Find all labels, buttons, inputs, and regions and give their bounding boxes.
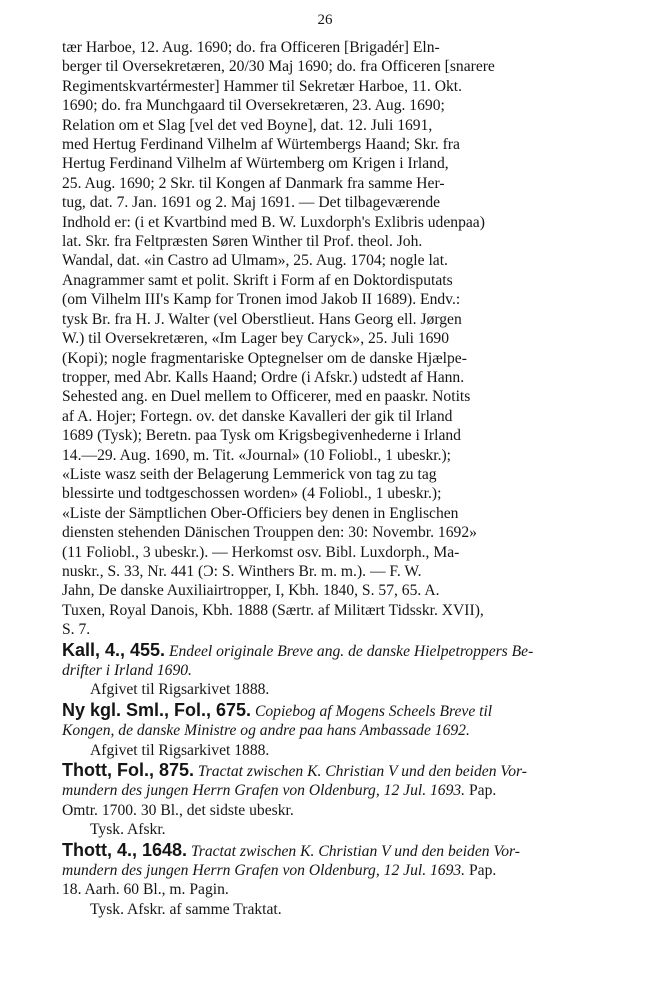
entry-title-continued: drifter i Irland 1690.	[62, 662, 192, 679]
shelfmark: Thott, 4., 1648.	[62, 840, 188, 860]
catalog-entry	[62, 841, 590, 920]
text-line: Jahn, De danske Auxiliairtropper, I, Kbh. 1840, S. 57, 65. A.	[62, 582, 440, 600]
entry-note: Tysk. Afskr.	[90, 821, 166, 839]
text-line: nuskr., S. 33, Nr. 441 (Ͻ: S. Winthers Br. m. m.). — F. W.	[62, 562, 422, 580]
text-line: af A. Hojer; Fortegn. ov. det danske Kavalleri der gik til Irland	[62, 407, 453, 425]
entry-description: Omtr. 1700. 30 Bl., det sidste ubeskr.	[62, 801, 294, 819]
entry-material: Pap.	[468, 782, 497, 800]
entry-heading-line	[62, 641, 590, 661]
page-number: 26	[317, 12, 333, 28]
text-line: Regimentskvartérmester] Hammer til Sekretær Harboe, 11. Okt.	[62, 77, 462, 95]
text-line: (11 Foliobl., 3 ubeskr.). — Herkomst osv. Bibl. Luxdorph., Ma-	[62, 543, 460, 561]
entry-note: Tysk. Afskr. af samme Traktat.	[90, 900, 282, 918]
text-line: berger til Oversekretæren, 20/30 Maj 1690; do. fra Officeren [snarere	[62, 58, 495, 76]
text-line: tysk Br. fra H. J. Walter (vel Oberstlieut. Hans Georg ell. Jørgen	[62, 310, 462, 328]
text-line: 25. Aug. 1690; 2 Skr. til Kongen af Danmark fra samme Her-	[62, 174, 445, 192]
entry-description: 18. Aarh. 60 Bl., m. Pagin.	[62, 881, 229, 899]
entry-note: Afgivet til Rigsarkivet 1888.	[90, 741, 270, 759]
text-line: (Kopi); nogle fragmentariske Optegnelser om de danske Hjælpe-	[62, 349, 467, 367]
text-line: Indhold er: (i et Kvartbind med B. W. Luxdorph's Exlibris udenpaa)	[62, 213, 485, 231]
text-line: «Liste der Sämptlichen Ober-Officiers bey denen in Englischen	[62, 504, 459, 522]
entry-title-continued-line	[62, 781, 590, 800]
text-line: «Liste wasz seith der Belagerung Lemmerick von tag zu tag	[62, 465, 437, 483]
text-line: Relation om et Slag [vel det ved Boyne], dat. 12. Juli 1691,	[62, 116, 433, 134]
entry-title-continued: Kongen, de danske Ministre og andre paa hans Ambassade 1692.	[62, 722, 470, 740]
catalog-entry	[62, 641, 590, 700]
catalog-entry	[62, 761, 590, 840]
entry-title-continued-line	[62, 861, 590, 880]
text-line: tær Harboe, 12. Aug. 1690; do. fra Officeren [Brigadér] Eln-	[62, 39, 440, 56]
catalog-entry	[62, 701, 590, 760]
shelfmark: Ny kgl. Sml., Fol., 675.	[62, 700, 252, 720]
text-line: 1690; do. fra Munchgaard til Oversekretæren, 23. Aug. 1690;	[62, 97, 445, 115]
shelfmark: Kall, 4., 455.	[62, 640, 166, 660]
entry-heading-line	[62, 701, 590, 721]
text-line: 1689 (Tysk); Beretn. paa Tysk om Krigsbegivenhederne i Irland	[62, 427, 461, 445]
text-line: tug, dat. 7. Jan. 1691 og 2. Maj 1691. — Det tilbageværende	[62, 194, 441, 212]
shelfmark: Thott, Fol., 875.	[62, 761, 195, 781]
entry-material: Pap.	[468, 862, 497, 880]
text-line: diensten stehenden Dänischen Trouppen den: 30: Novembr. 1692»	[62, 524, 477, 542]
text-line: S. 7.	[62, 621, 91, 639]
entry-title: Copiebog af Mogens Scheels Breve til	[254, 702, 493, 720]
text-line: W.) til Oversekretæren, «Im Lager bey Caryck», 25. Juli 1690	[62, 330, 450, 348]
entry-title: Endeel originale Breve ang. de danske Hielpetroppers Be-	[168, 642, 534, 660]
text-line: med Hertug Ferdinand Vilhelm af Würtembergs Haand; Skr. fra	[62, 136, 460, 154]
text-line: Sehested ang. en Duel mellem to Officerer, med en paaskr. Notits	[62, 388, 471, 406]
text-line: (om Vilhelm III's Kamp for Tronen imod Jakob II 1689). Endv.:	[62, 291, 461, 309]
entry-note: Afgivet til Rigsarkivet 1888.	[90, 681, 270, 699]
text-line: Tuxen, Royal Danois, Kbh. 1888 (Særtr. af Militært Tidsskr. XVII),	[62, 601, 484, 619]
continuation-paragraph	[62, 38, 590, 640]
text-line: Hertug Ferdinand Vilhelm af Würtemberg om Krigen i Irland,	[62, 155, 449, 173]
text-line: Anagrammer samt et polit. Skrift i Form af en Doktordisputats	[62, 271, 453, 289]
entry-heading-line	[62, 761, 590, 781]
text-block	[62, 38, 590, 919]
text-line: 14.—29. Aug. 1690, m. Tit. «Journal» (10 Foliobl., 1 ubeskr.);	[62, 446, 452, 464]
entry-title: Tractat zwischen K. Christian V und den beiden Vor-	[197, 763, 527, 781]
entry-title: Tractat zwischen K. Christian V und den beiden Vor-	[190, 842, 520, 860]
entry-title-continued: mundern des jungen Herrn Grafen von Oldenburg, 12 Jul. 1693.	[62, 862, 466, 880]
entry-title-continued: mundern des jungen Herrn Grafen von Oldenburg, 12 Jul. 1693.	[62, 782, 466, 800]
text-line: blessirte und todtgeschossen worden» (4 Foliobl., 1 ubeskr.);	[62, 485, 442, 503]
text-line: tropper, med Abr. Kalls Haand; Ordre (i Afskr.) udstedt af Hann.	[62, 368, 465, 386]
text-line: Wandal, dat. «in Castro ad Ulmam», 25. Aug. 1704; nogle lat.	[62, 252, 448, 270]
entry-heading-line	[62, 841, 590, 861]
text-line: lat. Skr. fra Feltpræsten Søren Winther til Prof. theol. Joh.	[62, 233, 423, 251]
